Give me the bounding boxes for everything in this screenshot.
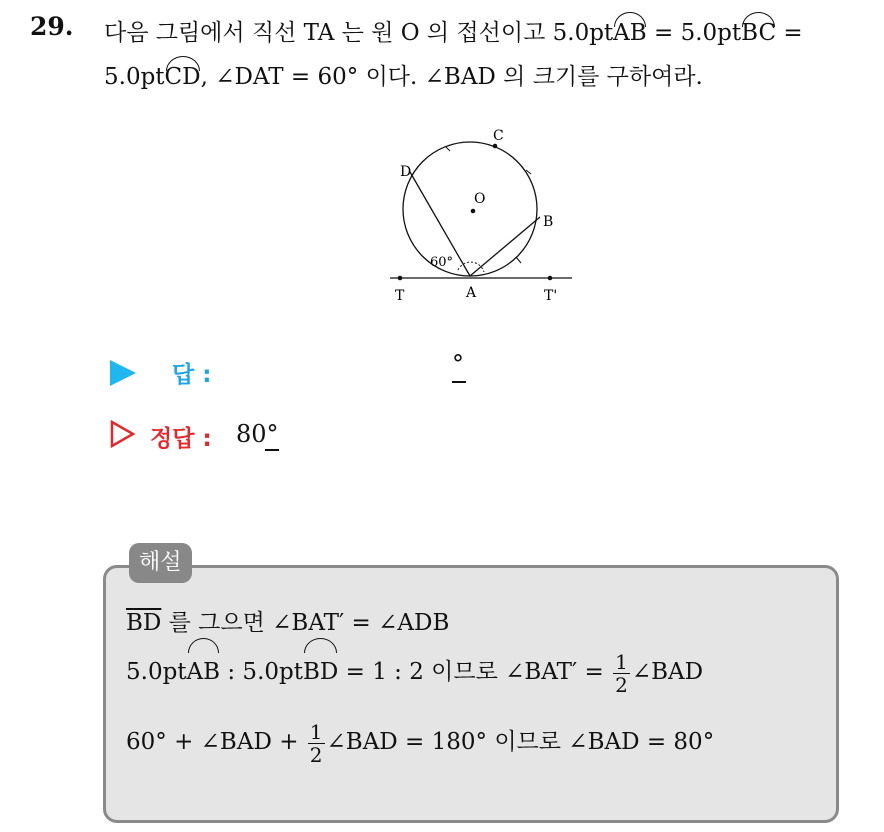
chord-ab <box>470 217 540 276</box>
label-angle-60: 60° <box>430 255 454 270</box>
answer-label: 답 : <box>172 362 212 388</box>
label-d: D <box>400 164 412 180</box>
question-text-2: 5.0pt <box>104 64 165 90</box>
circle-o <box>403 142 537 276</box>
explanation-text-2c: = 1 : 2 이므로 ∠BAT′ = <box>338 659 612 685</box>
question-text-1: 다음 그림에서 직선 TA 는 원 O 의 접선이고 5.0pt <box>104 20 614 46</box>
point-o <box>471 209 476 214</box>
point-c <box>493 144 498 149</box>
point-t <box>398 276 403 281</box>
label-c: C <box>493 128 504 144</box>
point-t-prime <box>548 276 553 281</box>
explanation-line-3 <box>126 716 714 768</box>
explanation-text-2b: : 5.0pt <box>220 659 303 685</box>
fraction-numerator: 1 <box>615 649 628 674</box>
arc-bc: BC <box>741 20 777 46</box>
arc-ab: AB <box>613 20 647 46</box>
correct-value-number: 80 <box>236 420 267 448</box>
explanation-text-3b: ∠BAD = 180° 이므로 ∠BAD = 80° <box>326 729 715 755</box>
arc-cd: CD <box>164 64 201 90</box>
correct-arrow-icon <box>110 420 136 448</box>
fraction-denominator: 2 <box>309 742 323 767</box>
fraction-half <box>308 721 325 766</box>
tick-mark <box>446 147 450 151</box>
label-b: B <box>543 214 554 230</box>
arc-bd-explanation: BD <box>303 646 338 698</box>
fraction-half <box>613 651 630 696</box>
label-o: O <box>474 191 486 207</box>
explanation-line-1 <box>126 604 449 637</box>
label-t-prime: T' <box>544 288 558 304</box>
explanation-text-3a: 60° + ∠BAD + <box>126 729 306 755</box>
correct-answer-value <box>236 420 279 448</box>
circle-figure <box>380 120 580 310</box>
answer-underline <box>452 381 466 383</box>
fraction-numerator: 1 <box>309 719 323 744</box>
question-line-1 <box>104 14 803 47</box>
explanation-tag: 해설 <box>129 543 192 583</box>
answer-arrow-icon <box>110 360 136 386</box>
answer-unit: ° <box>452 350 464 378</box>
explanation-text-2a: 5.0pt <box>126 659 187 685</box>
question-eq-end: = <box>776 20 803 46</box>
question-text-3: , ∠DAT = 60° 이다. ∠BAD 의 크기를 구하여라. <box>200 64 703 90</box>
question-eq-mid: = 5.0pt <box>646 20 742 46</box>
question-line-2 <box>104 58 703 91</box>
correct-answer-label: 정답 : <box>150 426 212 452</box>
fraction-denominator: 2 <box>615 672 628 697</box>
arc-ab-explanation: AB <box>187 646 221 698</box>
question-number: 29. <box>30 12 74 41</box>
explanation-text-1: 를 그으면 ∠BAT′ = ∠ADB <box>161 610 450 636</box>
correct-underline <box>265 449 279 451</box>
tick-mark <box>516 257 521 263</box>
label-a: A <box>466 285 477 301</box>
correct-value-unit: ° <box>266 420 279 448</box>
explanation-line-2 <box>126 646 703 698</box>
segment-bd: $\overline{BD}$ <box>126 610 162 636</box>
label-t: T <box>395 288 405 304</box>
explanation-text-2d: ∠BAD <box>631 659 704 685</box>
